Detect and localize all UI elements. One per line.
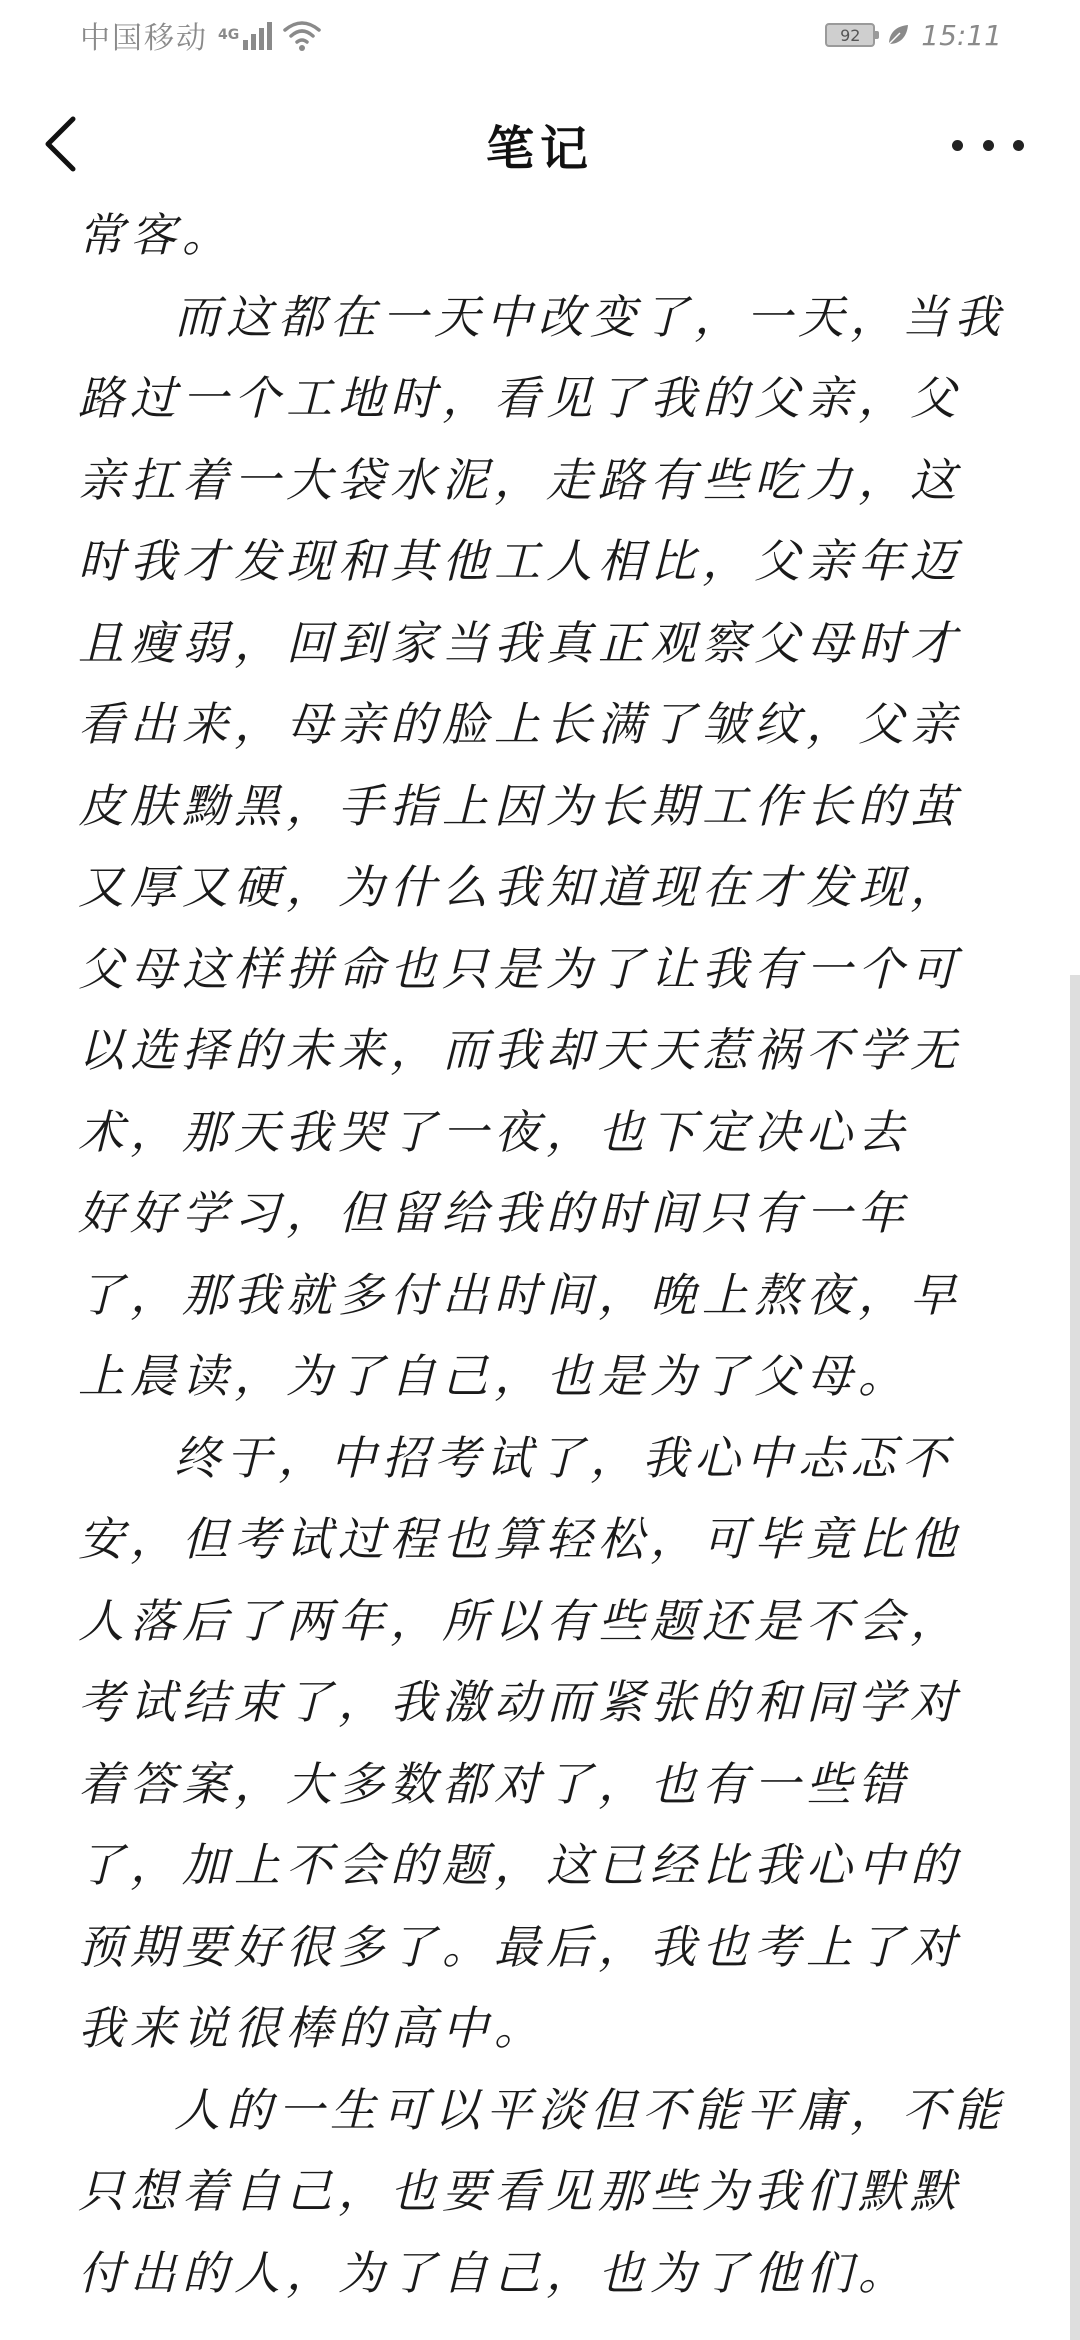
more-button[interactable] <box>952 125 1024 165</box>
note-line: 路过一个工地时，看见了我的父亲，父 <box>78 371 962 425</box>
note-line: 终于，中招考试了，我心中忐忑不 <box>174 1430 954 1485</box>
note-line: 且瘦弱，回到家当我真正观察父母时才 <box>78 615 962 670</box>
note-line: 亲扛着一大袋水泥，走路有些吃力，这 <box>78 452 962 507</box>
note-line: 上晨读，为了自己，也是为了父母。 <box>78 1349 910 1403</box>
status-right <box>825 19 1002 52</box>
wifi-icon <box>282 18 322 52</box>
status-left <box>80 13 322 57</box>
note-line: 预期要好很多了。最后，我也考上了对 <box>78 1919 962 1974</box>
note-line: 我来说很棒的高中。 <box>78 2001 546 2055</box>
note-line: 父母这样拼命也只是为了让我有一个可 <box>78 941 962 996</box>
note-line: 安，但考试过程也算轻松，可毕竟比他 <box>78 1512 962 1566</box>
note-line: 以选择的未来，而我却天天惹祸不学无 <box>78 1023 962 1077</box>
note-content[interactable] <box>0 195 1080 2340</box>
note-line: 只想着自己，也要看见那些为我们默默 <box>78 2164 962 2218</box>
note-line: 了，加上不会的题，这已经比我心中的 <box>78 1838 962 1892</box>
clock: 15:11 <box>921 18 1002 52</box>
note-line: 人的一生可以平淡但不能平庸，不能 <box>174 2082 1006 2137</box>
battery-icon <box>825 23 875 47</box>
note-line: 又厚又硬，为什么我知道现在才发现， <box>78 860 962 914</box>
note-line: 看出来，母亲的脸上长满了皱纹，父亲 <box>78 697 962 751</box>
carrier-name: 中国移动 <box>80 21 208 56</box>
status-bar <box>0 0 1080 70</box>
note-body <box>78 195 1018 2314</box>
note-line: 常客。 <box>78 208 234 262</box>
note-line: 好好学习，但留给我的时间只有一年 <box>78 1186 910 1240</box>
network-type: 4G <box>218 27 240 43</box>
leaf-icon <box>885 22 911 48</box>
scrollbar-thumb[interactable] <box>1070 975 1080 2340</box>
more-horizontal-icon <box>952 140 963 151</box>
note-line: 术，那天我哭了一夜，也下定决心去 <box>78 1104 910 1159</box>
page-title: 笔记 <box>485 121 594 177</box>
note-line: 付出的人，为了自己，也为了他们。 <box>78 2245 910 2300</box>
more-horizontal-icon <box>983 140 994 151</box>
note-line: 了，那我就多付出时间，晚上熬夜，早 <box>78 1267 962 1322</box>
signal-icon <box>243 20 272 50</box>
note-line: 皮肤黝黑，手指上因为长期工作长的茧 <box>78 778 962 833</box>
note-line: 而这都在一天中改变了，一天，当我 <box>174 289 1006 344</box>
note-line: 着答案，大多数都对了，也有一些错 <box>78 1756 910 1811</box>
note-line: 考试结束了，我激动而紧张的和同学对 <box>78 1675 962 1729</box>
more-horizontal-icon <box>1013 140 1024 151</box>
note-line: 时我才发现和其他工人相比，父亲年迈 <box>78 534 962 588</box>
note-line: 人落后了两年，所以有些题还是不会， <box>78 1593 962 1648</box>
battery-level: 92 <box>840 25 861 45</box>
